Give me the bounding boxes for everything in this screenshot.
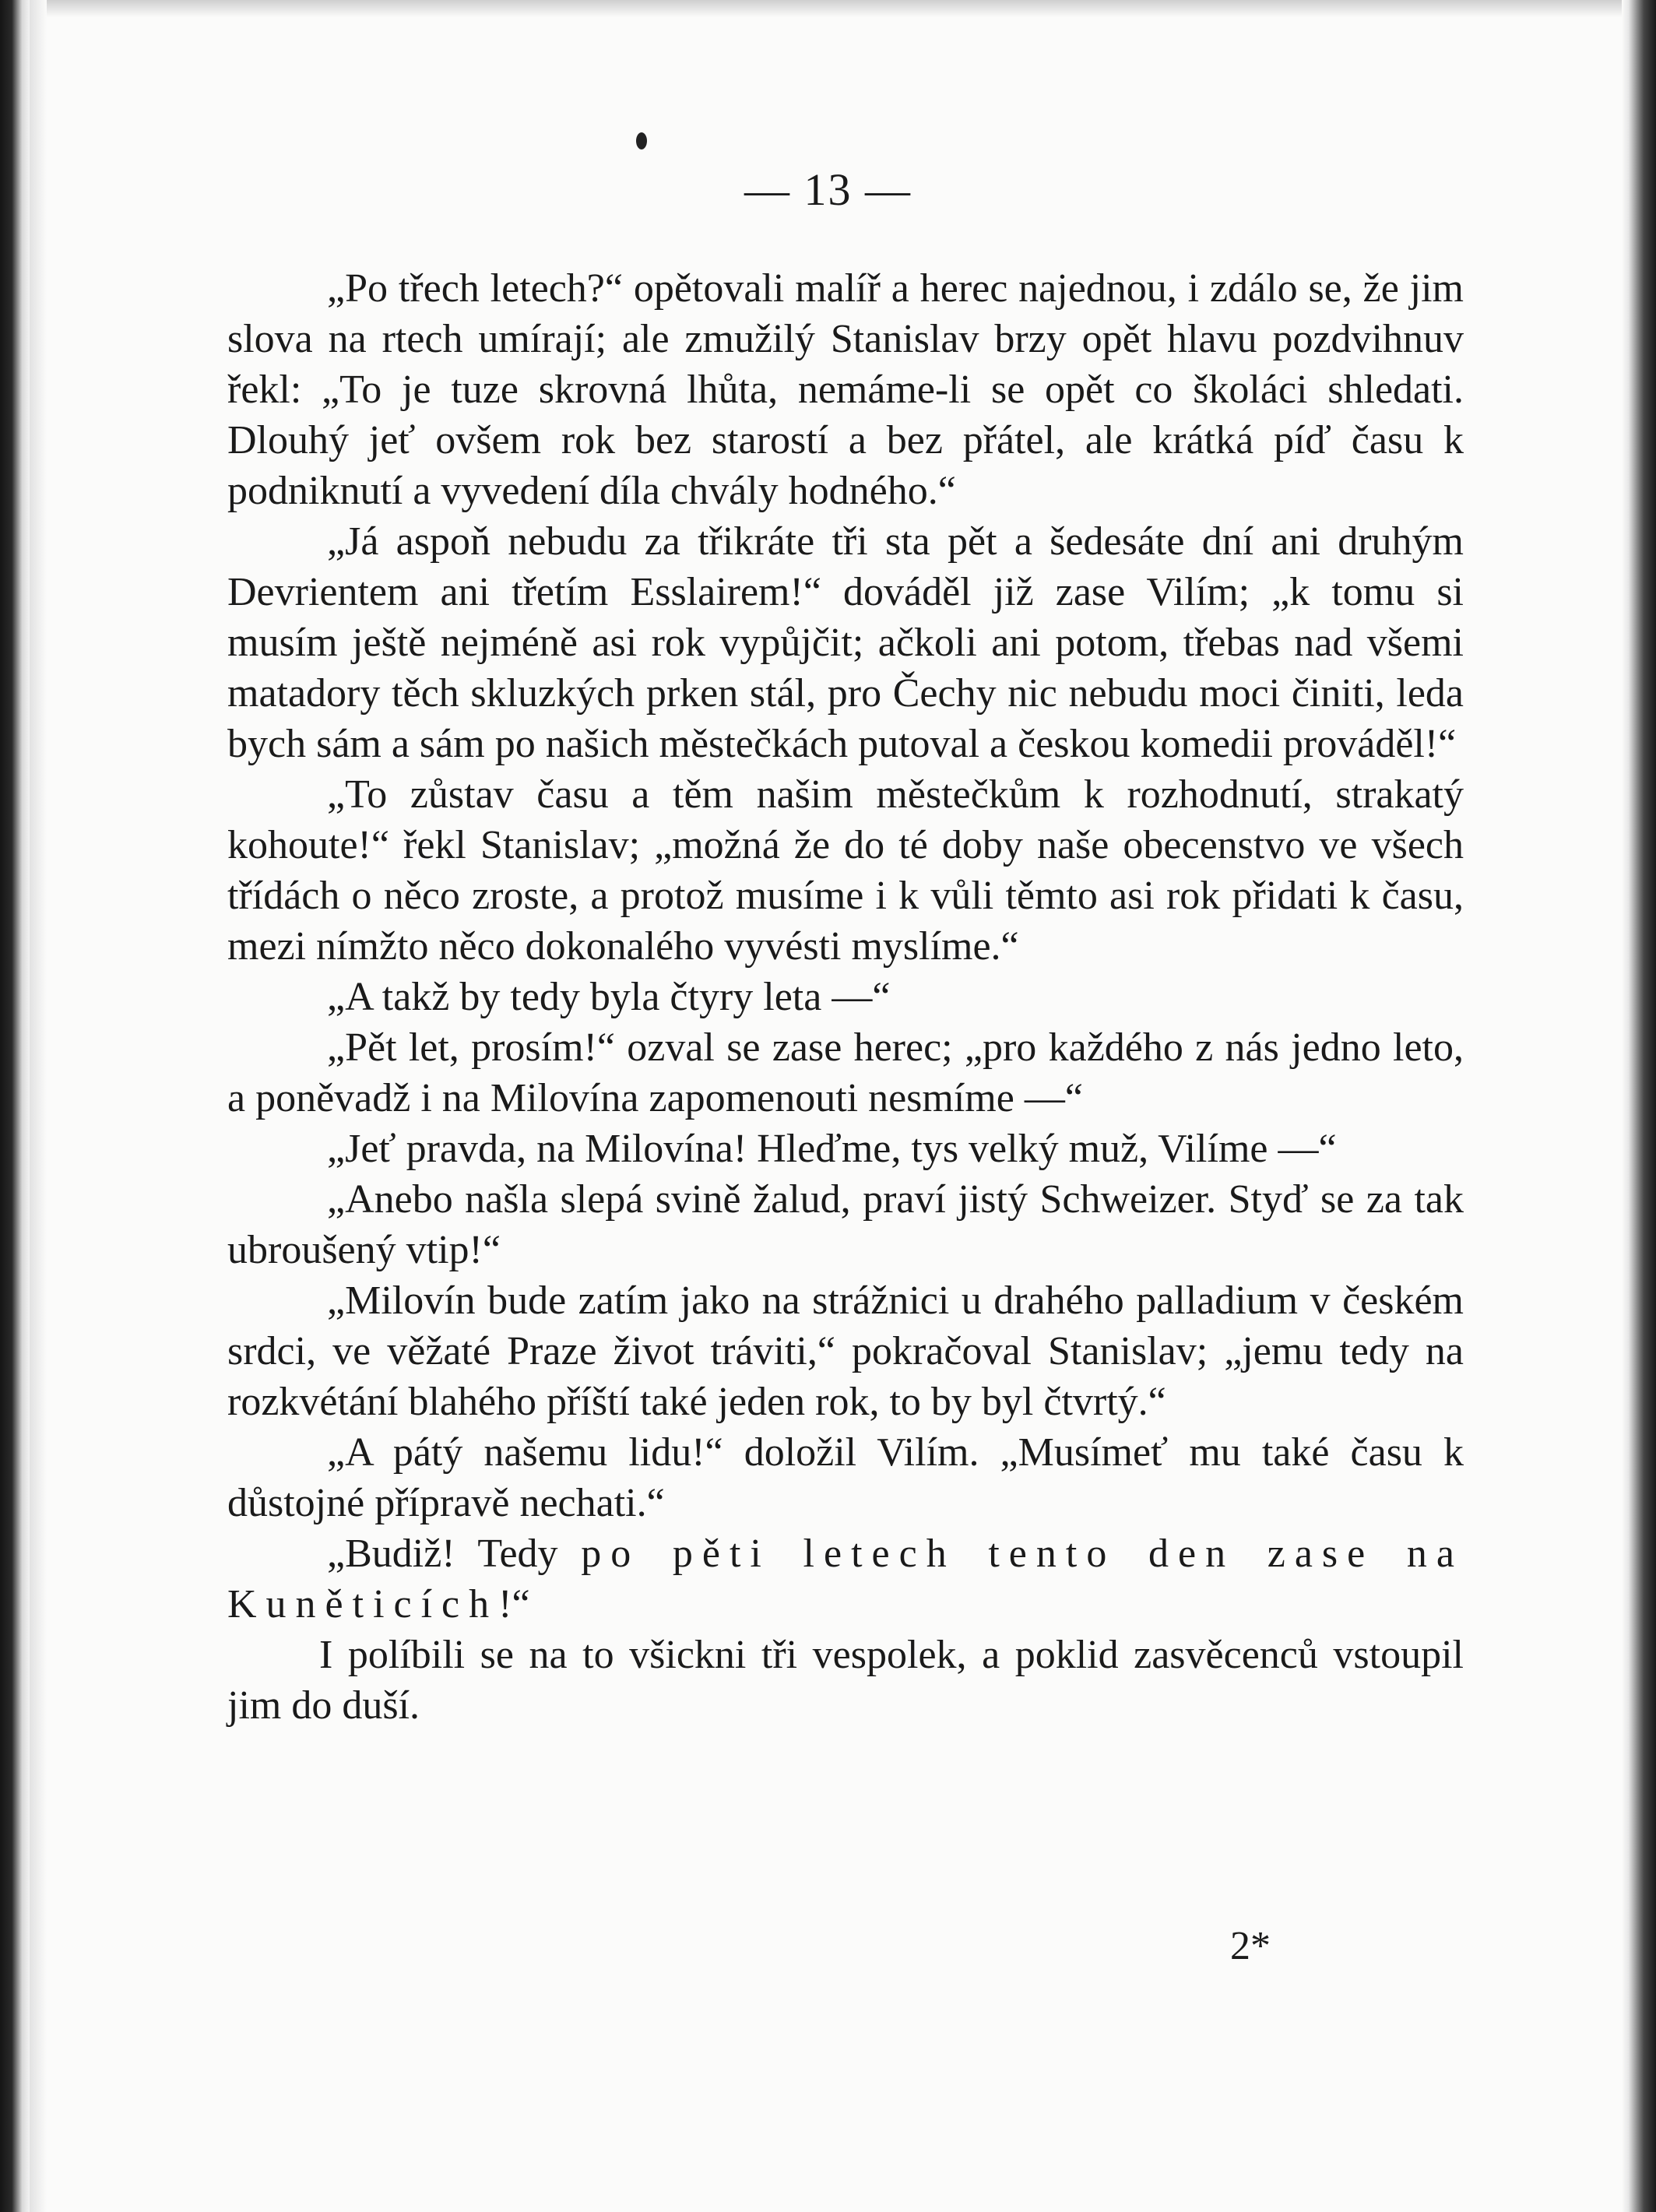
body-text [227,263,1464,1731]
final-paragraph: I políbili se na to všickni tři vespolek, a poklid zasvěcenců vstoupil jim do duší. [227,1633,1464,1728]
scan-edge-top [0,0,1656,17]
paragraph: „To zůstav času a těm našim městečkům k rozhodnutí, strakatý kohoute!“ řekl Stanislav; „možná že do té doby naše obecenstvo ve všech třídách o něco zroste, a protož musíme i k vůli těmto asi rok přidati k času, mezi nímžto něco dokonalého vyvésti myslíme.“ [227,772,1464,969]
scan-edge-left [0,0,30,2212]
scan-edge-left-shadow [30,0,47,2212]
paragraph: „Po třech letech?“ opětovali malíř a herec najednou, i zdálo se, že jim slova na rtech umírají; ale zmužilý Stanislav brzy opět hlavu pozdvihnuv řekl: „To je tuze skrovná lhůta, nemáme-li se opět co školáci shledati. Dlouhý jeť ovšem rok bez starostí a bez přátel, ale krátká píď času k podniknutí a vyvedení díla chvály hodného.“ [227,266,1464,513]
paragraph: „Milovín bude zatím jako na strážnici u drahého palladium v českém srdci, ve věžaté Praze život tráviti,“ pokračoval Stanislav; „jemu tedy na rozkvétání blahého příští také jeden rok, to by byl čtvrtý.“ [227,1278,1464,1424]
page-number: — 13 — [744,164,912,215]
paragraph: „A pátý našemu lidu!“ doložil Vilím. „Musímeť mu také času k důstojné přípravě nechati.“ [227,1430,1464,1525]
paragraph: „Jeť pravda, na Milovína! Hleďme, tys velký muž, Vilíme —“ [327,1127,1337,1171]
printer-signature-mark: 2* [1230,1924,1271,1968]
paragraph: „Anebo našla slepá svině žalud, praví jistý Schweizer. Styď se za tak ubroušený vtip!“ [227,1177,1464,1272]
closing-spaced-text: po pěti letech tento den zase na Kuněticích [227,1532,1464,1626]
scan-edge-right [1622,0,1656,2212]
closing-intro: „Budiž! Tedy [327,1532,582,1576]
ink-dot-mark [636,132,647,149]
paragraph: „Pět let, prosím!“ ozval se zase herec; „pro každého z nás jedno leto, a poněvadž i na Milovína zapomenouti nesmíme —“ [227,1025,1464,1120]
paragraph: „A takž by tedy byla čtyry leta —“ [327,975,891,1019]
paragraph: „Já aspoň nebudu za třikráte tři sta pět a šedesáte dní ani druhým Devrientem ani třetím Esslairem!“ dováděl již zase Vilím; „k tomu si musím ještě nejméně asi rok vypůjčit; ačkoli ani potom, třebas nad všemi matadory těch skluzkých prken stál, pro Čechy nic nebudu moci činiti, leda bych sám a sám po našich městečkách putoval a českou komedii prováděl!“ [227,519,1464,766]
closing-paragraph [227,1528,1464,1630]
closing-end: !“ [498,1582,530,1626]
